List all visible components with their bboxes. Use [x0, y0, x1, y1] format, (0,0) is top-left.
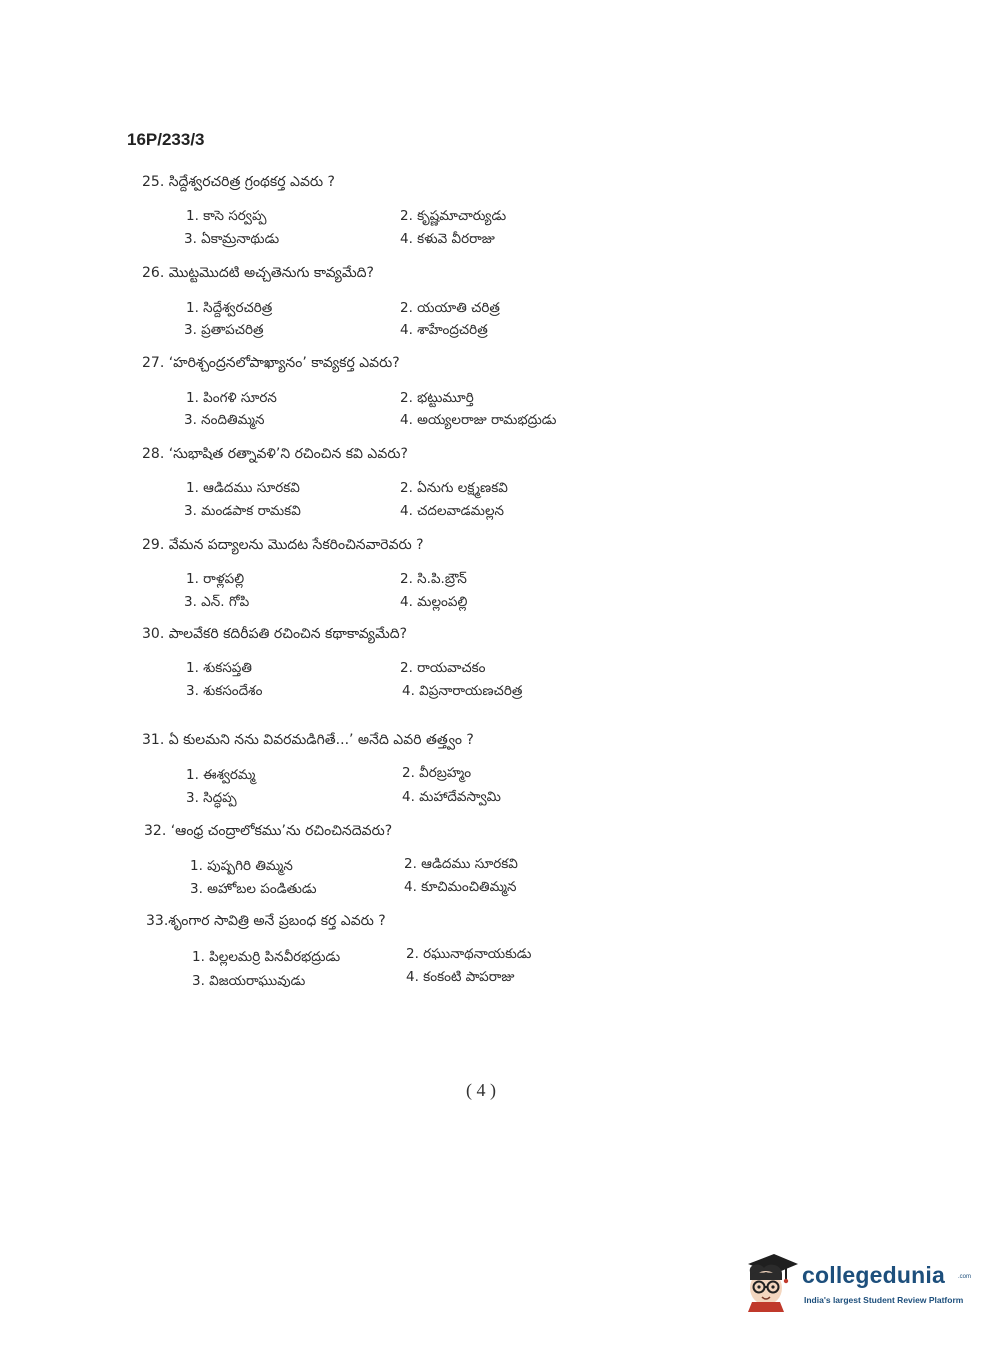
option-1: 1. పింగళి సూరన	[186, 390, 277, 406]
option-4: 4. చదలవాడమల్లన	[400, 503, 505, 519]
question-text: 32. ‘ఆంధ్ర చంద్రాలోకము’ను రచించినదెవరు?	[144, 823, 393, 839]
option-4: 4. విప్రనారాయణచరిత్ర	[402, 683, 523, 699]
option-4: 4. కంకంటి పాపరాజు	[406, 969, 515, 985]
option-1: 1. కాసె సర్వప్ప	[186, 208, 267, 224]
option-2: 2. రాయవాచకం	[400, 660, 486, 676]
option-2: 2. వీరబ్రహ్మం	[402, 765, 472, 781]
option-3: 3. విజయరాఘువుడు	[192, 973, 306, 989]
option-1: 1. పిల్లలమర్రి పినవీరభద్రుడు	[192, 949, 341, 965]
question-text: 28. ‘సుభాషిత రత్నావళి’ని రచించిన కవి ఎవరు?	[142, 446, 408, 462]
option-3: 3. శుకసందేశం	[186, 683, 263, 699]
option-1: 1. ఈశ్వరమ్మ	[186, 767, 256, 783]
option-4: 4. కళువె వీరరాజు	[400, 231, 495, 247]
question-text: 29. వేమన పద్యాలను మొదట సేకరించినవారెవరు ?	[142, 537, 424, 553]
option-3: 3. నందితిమ్మన	[184, 412, 265, 428]
option-1: 1. సిద్దేశ్వరచరిత్ర	[186, 300, 273, 316]
option-3: 3. ఎన్. గోపి	[184, 594, 250, 610]
option-2: 2. ఆడిదము సూరకవి	[404, 856, 518, 872]
question-text: 26. మొట్టమొదటి అచ్చతెనుగు కావ్యమేది?	[142, 265, 374, 281]
option-4: 4. అయ్యలరాజు రామభద్రుడు	[400, 412, 557, 428]
option-3: 3. సిద్ధప్ప	[186, 790, 237, 806]
option-1: 1. పుష్పగిరి తిమ్మన	[190, 858, 293, 874]
option-2: 2. కృష్ణమాచార్యుడు	[400, 208, 507, 224]
option-2: 2. రఘునాథనాయకుడు	[406, 946, 532, 962]
option-1: 1. రాళ్లపల్లి	[186, 571, 245, 587]
option-2: 2. ఏనుగు లక్ష్మణకవి	[400, 480, 508, 496]
brand-tagline: India's largest Student Review Platform	[804, 1295, 964, 1305]
question-text: 25. సిద్దేశ్వరచరిత్ర గ్రంథకర్త ఎవరు ?	[142, 174, 335, 190]
option-2: 2. భట్టుమూర్తి	[400, 390, 474, 406]
question-text: 31. ఏ కులమని నను వివరమడిగితే...’ అనేది ఎవరి తత్త్వం ?	[142, 732, 474, 748]
option-4: 4. మల్లంపల్లి	[400, 594, 468, 610]
option-4: 4. శాహేంద్రచరిత్ర	[400, 322, 488, 338]
option-1: 1. శుకసప్తతి	[186, 660, 252, 676]
option-3: 3. ఏకామ్రనాథుడు	[184, 231, 280, 247]
option-3: 3. మండపాక రామకవి	[184, 503, 301, 519]
page-number: ( 4 )	[466, 1080, 496, 1100]
mascot-icon	[742, 1250, 800, 1312]
option-4: 4. కూచిమంచితిమ్మన	[404, 879, 517, 895]
option-4: 4. మహాదేవస్వామి	[402, 789, 501, 805]
question-text: 30. పాలవేకరి కదిరీపతి రచించిన కథాకావ్యమేది?	[142, 626, 408, 642]
question-text: 33.శృంగార సావిత్రి అనే ప్రబంధ కర్త ఎవరు ?	[146, 913, 386, 929]
option-3: 3. ప్రతాపచరిత్ర	[184, 322, 264, 338]
brand-name: collegedunia	[802, 1262, 945, 1288]
option-2: 2. యయాతి చరిత్ర	[400, 300, 500, 316]
option-1: 1. ఆడిదము సూరకవి	[186, 480, 300, 496]
paper-code: 16P/233/3	[127, 130, 205, 149]
brand-domain: .com	[958, 1274, 972, 1280]
option-3: 3. అహోబల పండితుడు	[190, 881, 317, 897]
question-text: 27. ‘హరిశ్చంద్రనలోపాఖ్యానం’ కావ్యకర్త ఎవరు?	[142, 355, 400, 371]
option-2: 2. సి.పి.బ్రౌన్	[400, 571, 467, 587]
collegedunia-logo	[742, 1250, 970, 1312]
